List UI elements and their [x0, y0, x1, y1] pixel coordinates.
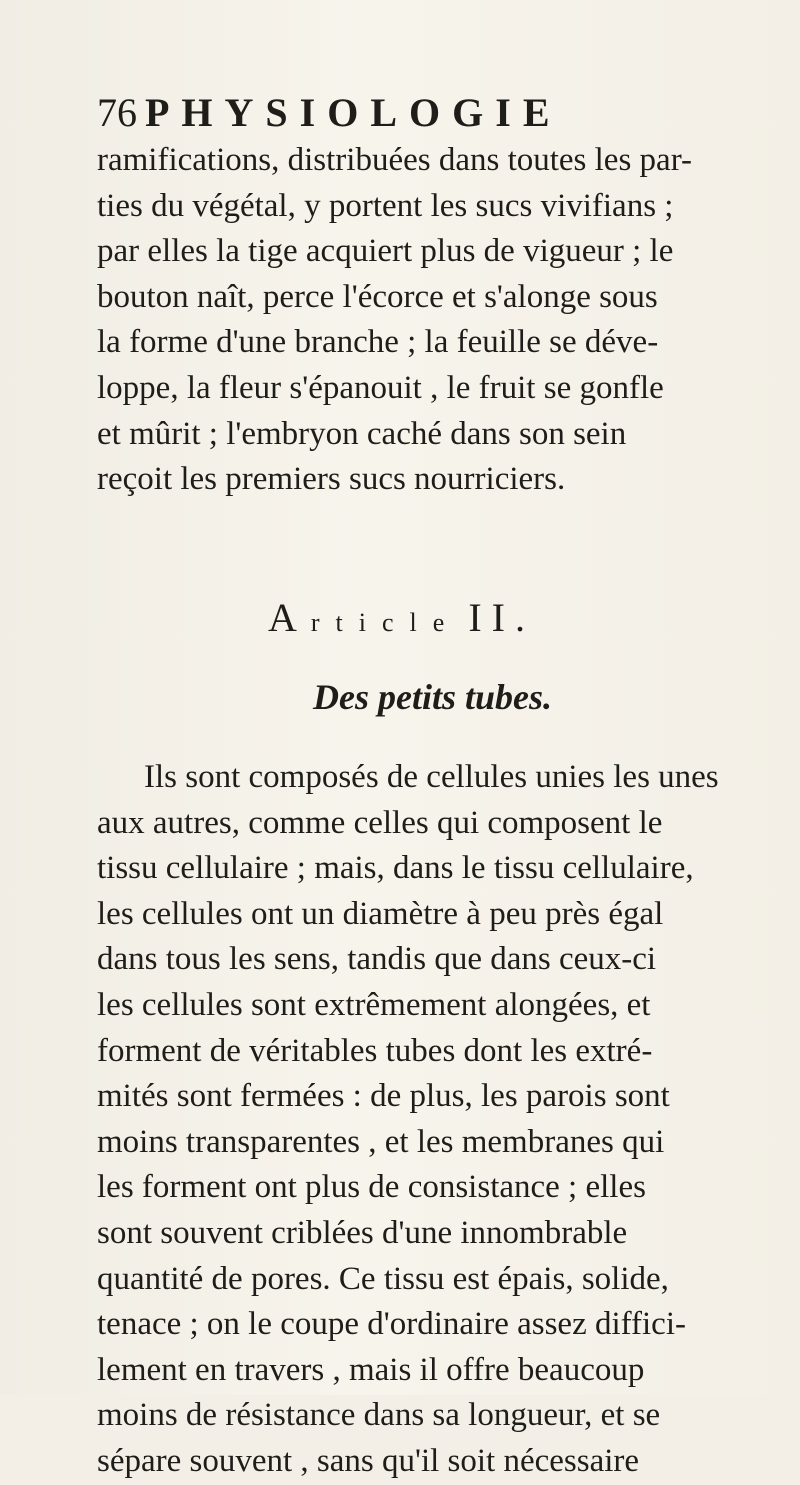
text-line: dans tous les sens, tandis que dans ceux-ci: [97, 941, 657, 978]
text-line: quantité de pores. Ce tissu est épais, solide,: [97, 1260, 669, 1297]
text-line: tissu cellulaire ; mais, dans le tissu cellulaire,: [97, 850, 694, 887]
text-line: moins de résistance dans sa longueur, et se: [97, 1397, 661, 1434]
text-line: ties du végétal, y portent les sucs vivifians ;: [97, 187, 674, 224]
article-heading-word: rticle: [310, 608, 461, 637]
text-line: la forme d'une branche ; la feuille se déve-: [97, 324, 659, 361]
text-line: sépare souvent , sans qu'il soit nécessaire: [97, 1442, 640, 1479]
paragraph-main: [97, 755, 800, 1485]
page-number: 76: [97, 90, 137, 135]
text-line: lement en travers , mais il offre beaucoup: [97, 1351, 645, 1388]
running-head: PHYSIOLOGIE: [145, 90, 562, 135]
text-line: reçoit les premiers sucs nourriciers.: [97, 461, 566, 498]
article-heading-initial: A: [268, 595, 311, 640]
text-line: Ils sont composés de cellules unies les unes: [144, 759, 719, 795]
text-line: ramifications, distribuées dans toutes les par-: [97, 142, 693, 178]
text-line: moins transparentes , et les membranes qui: [97, 1123, 665, 1160]
text-line: tenace ; on le coupe d'ordinaire assez diffici-: [97, 1306, 686, 1343]
text-line: mités sont fermées : de plus, les parois sont: [97, 1078, 670, 1115]
section-title: Des petits tubes.: [313, 677, 552, 717]
text-line: les forment ont plus de consistance ; elles: [97, 1169, 646, 1206]
article-heading-numeral: II.: [468, 595, 535, 640]
text-line: bouton naît, perce l'écorce et s'alonge sous: [97, 278, 658, 315]
text-line: forment de véritables tubes dont les extré-: [97, 1032, 653, 1069]
article-heading: [268, 596, 535, 645]
text-line: aux autres, comme celles qui composent le: [97, 804, 663, 841]
text-line: les cellules ont un diamètre à peu près égal: [97, 895, 664, 932]
text-line: loppe, la fleur s'épanouit , le fruit se gonfle: [97, 369, 664, 406]
paragraph-continued: [97, 138, 800, 503]
page-header: [97, 90, 797, 140]
text-line: par elles la tige acquiert plus de vigueur ; le: [97, 233, 674, 270]
text-line: les cellules sont extrêmement alongées, et: [97, 986, 651, 1023]
text-line: et mûrit ; l'embryon caché dans son sein: [97, 415, 627, 452]
text-line: sont souvent criblées d'une innombrable: [97, 1214, 628, 1251]
